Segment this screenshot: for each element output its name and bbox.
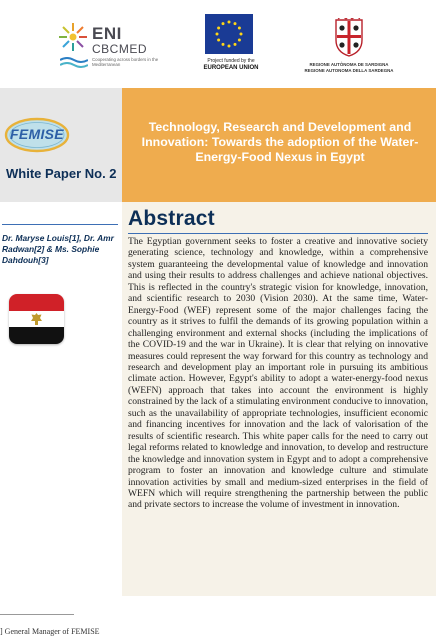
abstract-heading: Abstract — [128, 207, 215, 230]
abstract-divider — [128, 233, 428, 234]
sardegna-logo-line1: REGIONE AUTÒNOMA DE SARDIGNA — [309, 62, 389, 67]
footnote-divider — [0, 614, 74, 615]
sardinia-coat-of-arms-icon — [332, 18, 366, 58]
eni-logo-name: ENI — [92, 24, 122, 43]
eni-cbcmed-logo — [58, 20, 176, 76]
eu-flag-icon — [205, 14, 253, 54]
abstract-body: The Egyptian government seeks to foster a creative and innovative society generating science, technology and knowledge, within a comprehensive system guaranteeing the developmental value of knowledge and innovation and using their results to address challenges and achieve national objectives. This is reflected in the country's strategic vision for knowledge, innovation, and scientific research to 2030 (Vision 2030). At the same time, Water-Energy-Food (WEF) represent some of the major challenges facing the country as it strives to fulfil the demands of its growing population within a challenging environment and external shocks (including the implications of the COVID-19 and the war in Ukraine). It is clear that relying on innovative measures could represent the way forward for this country as technology and research and development play an important role in pursuing its ambitious climate action. However, Egypt's ability to adopt a water-energy-food nexus (WEFN) approach that takes into account the environment is highly constrained by the lack of a stimulating environment conducive to innovation, such as the unavailability of appropriate technologies, insufficient economic and financing incentives for innovation and the lack of valorisation of the results of scientific research. This white paper calls for the need to carry out legal reforms related to knowledge and innovation, to develop and restructure the knowledge and innovation system in Egypt and to adopt a comprehensive program to foster an innovation and knowledge culture and stimulate innovation activities by small and medium-sized enterprises in the field of WEFN which will require strengthening the partnership between the public and private sectors to increase the volume of investment in innovation. — [128, 236, 428, 511]
eni-logo-tagline: Cooperating across borders in the Mediterranean — [92, 57, 159, 67]
eu-logo-name: EUROPEAN UNION — [203, 65, 259, 71]
authors: Dr. Maryse Louis[1], Dr. Amr Radwan[2] & Ms. Sophie Dahdouh[3] — [2, 233, 114, 265]
footnote: ] General Manager of FEMISE — [0, 627, 100, 636]
eni-logo-sub: CBCMED — [92, 42, 148, 56]
femise-logo — [4, 117, 70, 153]
sun-icon — [58, 22, 88, 52]
sardegna-logo — [294, 18, 404, 78]
authors-divider — [2, 224, 118, 225]
eagle-of-saladin-icon — [30, 312, 43, 326]
wave-icon — [60, 56, 88, 70]
logo-strip — [0, 0, 436, 88]
eu-logo-caption: Project funded by the — [207, 58, 255, 64]
egypt-flag-icon — [9, 294, 64, 344]
sardegna-logo-line2: REGIONE AUTONOMA DELLA SARDEGNA — [304, 68, 394, 73]
white-paper-number: White Paper No. 2 — [6, 166, 117, 181]
eu-logo — [199, 14, 263, 80]
femise-logo-text: FEMISE — [10, 126, 64, 142]
document-title: Technology, Research and Development and Innovation: Towards the adoption of the Water-Energy-Food Nexus in Egypt — [141, 120, 419, 164]
